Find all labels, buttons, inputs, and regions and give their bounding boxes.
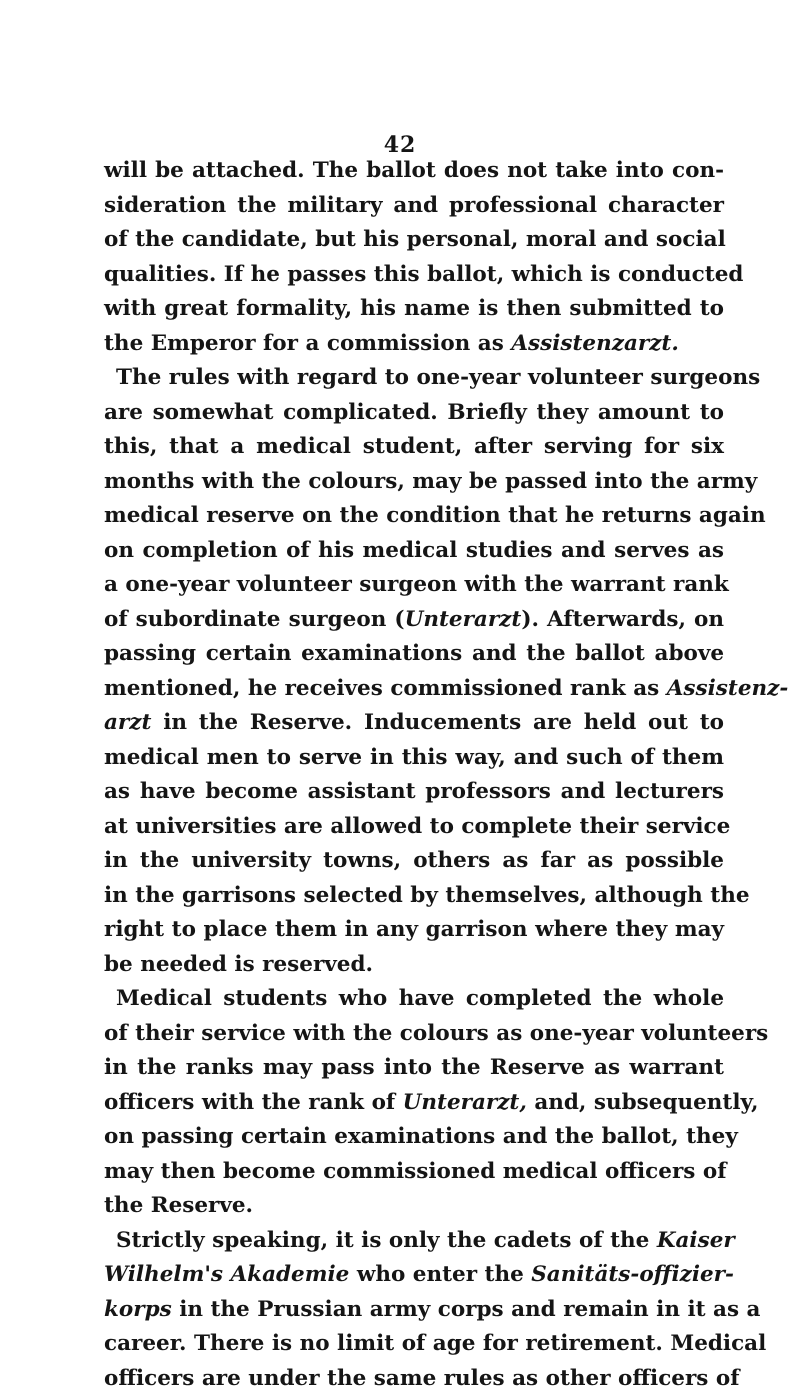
text-line: will be attached. The ballot does not take into con- bbox=[104, 154, 724, 189]
text-line: be needed is reserved. bbox=[104, 948, 724, 983]
text-line bbox=[104, 706, 724, 741]
text-line bbox=[104, 1086, 724, 1121]
text-line: passing certain examinations and the ballot above bbox=[104, 637, 724, 672]
text-line: as have become assistant professors and lecturers bbox=[104, 775, 724, 810]
text-line: on passing certain examinations and the ballot, they bbox=[104, 1120, 724, 1155]
text-span: of subordinate surgeon ( bbox=[104, 607, 405, 632]
text-line: of their service with the colours as one-year volunteers bbox=[104, 1017, 724, 1052]
text-span: in the Reserve. Inducements are held out to bbox=[151, 710, 724, 735]
text-line: in the garrisons selected by themselves, although the bbox=[104, 879, 724, 914]
text-span: in the Prussian army corps and remain in it as a bbox=[172, 1297, 761, 1322]
italic-term: Wilhelm's Akademie bbox=[104, 1262, 349, 1287]
italic-term: Kaiser bbox=[657, 1228, 735, 1253]
text-line: officers are under the same rules as other officers of bbox=[104, 1362, 724, 1396]
text-line bbox=[104, 1224, 724, 1259]
text-line: this, that a medical student, after serving for six bbox=[104, 430, 724, 465]
text-line: medical reserve on the condition that he returns again bbox=[104, 499, 724, 534]
text-line bbox=[104, 327, 724, 362]
text-span: the Emperor for a commission as bbox=[104, 331, 511, 356]
text-line: of the candidate, but his personal, moral and social bbox=[104, 223, 724, 258]
italic-term: Assistenz- bbox=[667, 676, 789, 701]
text-line: career. There is no limit of age for retirement. Medical bbox=[104, 1327, 724, 1362]
text-line: medical men to serve in this way, and such of them bbox=[104, 741, 724, 776]
italic-term: korps bbox=[104, 1297, 172, 1322]
text-span: Strictly speaking, it is only the cadets of the bbox=[116, 1228, 657, 1253]
text-span: who enter the bbox=[349, 1262, 531, 1287]
text-line: Medical students who have completed the whole bbox=[104, 982, 724, 1017]
text-line: a one-year volunteer surgeon with the warrant rank bbox=[104, 568, 724, 603]
italic-term: Unterarzt, bbox=[403, 1090, 527, 1115]
text-line: may then become commissioned medical officers of bbox=[104, 1155, 724, 1190]
body-text bbox=[104, 154, 724, 1396]
text-line: in the ranks may pass into the Reserve as warrant bbox=[104, 1051, 724, 1086]
text-line: on completion of his medical studies and serves as bbox=[104, 534, 724, 569]
text-line bbox=[104, 603, 724, 638]
text-line bbox=[104, 1258, 724, 1293]
text-span: ). Afterwards, on bbox=[521, 607, 724, 632]
text-line: right to place them in any garrison where they may bbox=[104, 913, 724, 948]
italic-term: Sanitäts-offizier- bbox=[531, 1262, 734, 1287]
text-line: months with the colours, may be passed into the army bbox=[104, 465, 724, 500]
text-span: mentioned, he receives commissioned rank as bbox=[104, 676, 667, 701]
text-span: officers with the rank of bbox=[104, 1090, 403, 1115]
text-span: and, subsequently, bbox=[527, 1090, 759, 1115]
text-line: with great formality, his name is then submitted to bbox=[104, 292, 724, 327]
page-number: 42 bbox=[0, 132, 800, 158]
italic-term: Assistenzarzt. bbox=[511, 331, 679, 356]
text-line: at universities are allowed to complete their service bbox=[104, 810, 724, 845]
text-line: in the university towns, others as far as possible bbox=[104, 844, 724, 879]
italic-term: arzt bbox=[104, 710, 151, 735]
text-line: are somewhat complicated. Briefly they amount to bbox=[104, 396, 724, 431]
text-line: qualities. If he passes this ballot, which is conducted bbox=[104, 258, 724, 293]
text-line bbox=[104, 672, 724, 707]
text-line: the Reserve. bbox=[104, 1189, 724, 1224]
text-line: sideration the military and professional character bbox=[104, 189, 724, 224]
text-line bbox=[104, 1293, 724, 1328]
italic-term: Unterarzt bbox=[405, 607, 522, 632]
text-line: The rules with regard to one-year volunteer surgeons bbox=[104, 361, 724, 396]
